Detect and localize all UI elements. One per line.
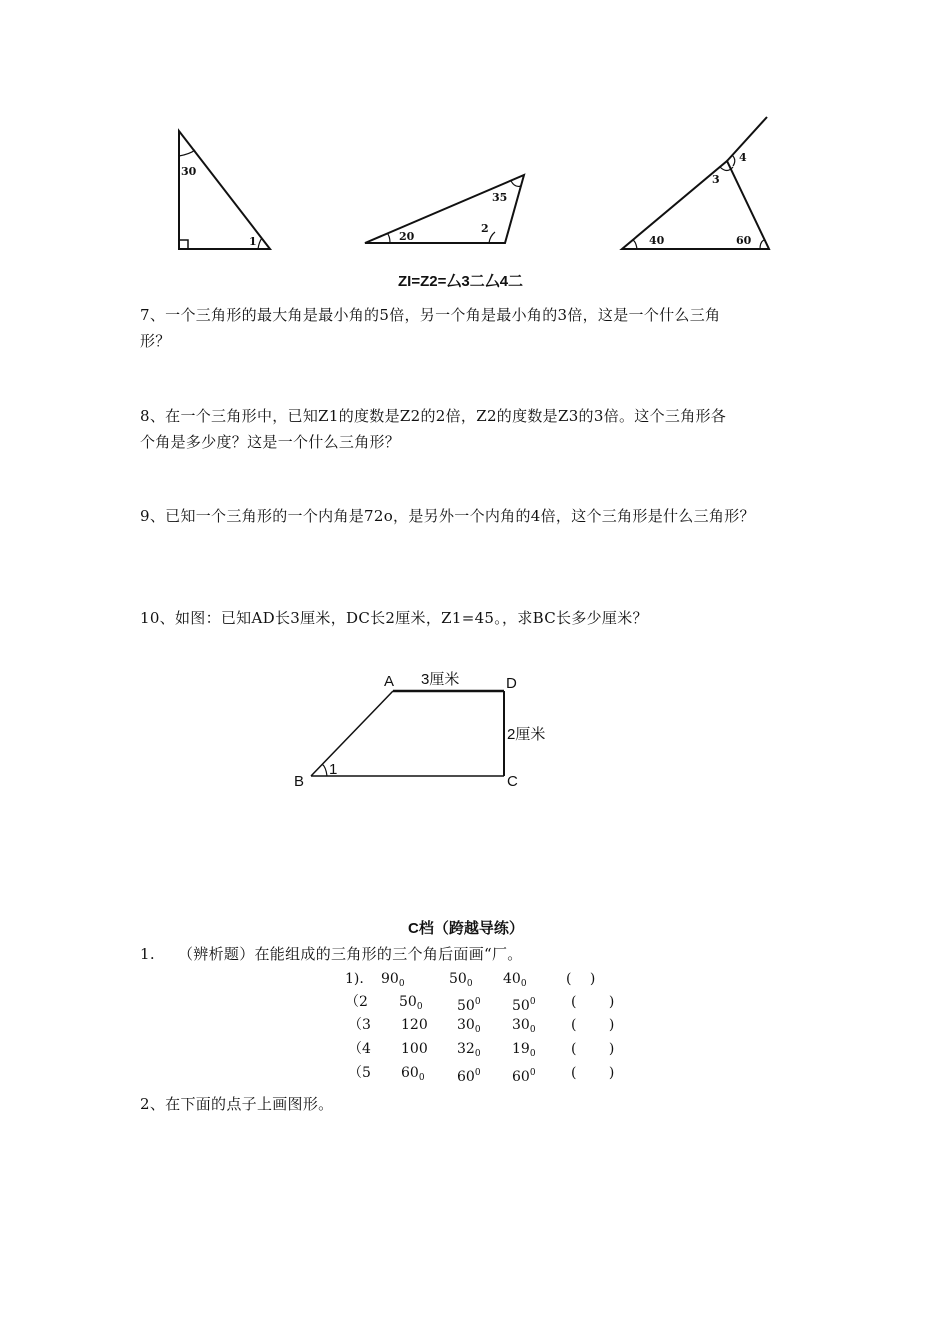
angle-b: $60^0$ — [457, 1068, 481, 1085]
triangles-figure — [0, 0, 950, 270]
angle-b: $30_0$ — [457, 1017, 481, 1035]
vertex-b-label: B — [294, 773, 305, 790]
row-label: （4 — [348, 1041, 371, 1057]
triangle-2-angle-number: 2 — [481, 222, 489, 235]
angle-b: $50_0$ — [449, 971, 473, 989]
triangle-3-angle-3: 3 — [712, 173, 720, 186]
angle-a: $60_0$ — [401, 1065, 425, 1083]
angle-a: $90_0$ — [381, 971, 405, 989]
angle-row-3 — [0, 1014, 950, 1036]
triangle-1-angle-number: 1 — [249, 235, 257, 248]
angle-table — [0, 968, 950, 1088]
question-10: 10、如图：已知AD长3厘米，DC长2厘米，Z1=45。，求BC长多少厘米？ — [140, 609, 648, 627]
angle-row-2 — [0, 991, 950, 1013]
question-8-line-1: 8、在一个三角形中，已知Z1的度数是Z2的2倍，Z2的度数是Z3的3倍。这个三角形各 — [140, 407, 727, 425]
vertex-c-label: C — [507, 773, 518, 790]
angle-row-1 — [0, 968, 950, 990]
angle-1-arc — [322, 764, 327, 776]
angle-row-4 — [0, 1038, 950, 1060]
answer-blank[interactable]: ( ) — [566, 971, 596, 987]
answer-blank[interactable]: ( ) — [571, 1041, 615, 1057]
angle-row-5 — [0, 1062, 950, 1084]
triangle-3-angle-right: 60 — [736, 234, 752, 247]
angle-a: $50_0$ — [399, 994, 423, 1012]
triangle-2-angle-top: 35 — [492, 191, 508, 204]
vertex-d-label: D — [506, 675, 517, 692]
row-label: （3 — [348, 1017, 371, 1033]
angle-1-label: 1 — [329, 761, 338, 778]
angle-a: 100 — [401, 1041, 428, 1057]
vertex-a-label: A — [384, 673, 395, 690]
angle-equation: ZI=Z2=厶3二厶4二 — [398, 273, 524, 290]
answer-blank[interactable]: ( ) — [571, 1017, 615, 1033]
ad-length-label: 3厘米 — [421, 671, 460, 688]
row-label: （2 — [345, 994, 368, 1010]
angle-c: $60^0$ — [512, 1068, 536, 1085]
question-8-line-2: 个角是多少度？这是一个什么三角形？ — [140, 433, 401, 451]
triangle-2-angle-left: 20 — [399, 230, 415, 243]
triangle-3-angle-4: 4 — [739, 151, 747, 164]
question-7-line-2: 形？ — [140, 332, 171, 350]
section-c-question-1: 1. （辨析题）在能组成的三角形的三个角后面画“厂。 — [140, 945, 523, 963]
angle-a: 120 — [401, 1017, 428, 1033]
section-c-question-2: 2、在下面的点子上画图形。 — [140, 1095, 334, 1113]
angle-b: $50^0$ — [457, 997, 481, 1014]
answer-blank[interactable]: ( ) — [571, 994, 615, 1010]
dc-length-label: 2厘米 — [507, 726, 546, 743]
row-label: 1). — [345, 971, 364, 987]
angle-c: $40_0$ — [503, 971, 527, 989]
angle-c: $19_0$ — [512, 1041, 536, 1059]
angle-c: $30_0$ — [512, 1017, 536, 1035]
trapezoid-figure — [280, 660, 600, 795]
segment-ab — [311, 691, 393, 776]
triangle-3 — [622, 117, 769, 249]
angle-b: $32_0$ — [457, 1041, 481, 1059]
triangle-1-angle-label: 30 — [181, 165, 197, 178]
triangle-1 — [179, 131, 270, 249]
triangle-3-angle-left: 40 — [649, 234, 665, 247]
row-label: （5 — [348, 1065, 371, 1081]
angle-c: $50^0$ — [512, 997, 536, 1014]
question-7-line-1: 7、一个三角形的最大角是最小角的5倍，另一个角是最小角的3倍，这是一个什么三角 — [140, 306, 721, 324]
question-9: 9、已知一个三角形的一个内角是72o，是另外一个内角的4倍，这个三角形是什么三角形？ — [140, 507, 755, 525]
answer-blank[interactable]: ( ) — [571, 1065, 615, 1081]
section-c-heading: C档（跨越导练） — [408, 920, 524, 937]
triangle-2 — [365, 175, 524, 243]
